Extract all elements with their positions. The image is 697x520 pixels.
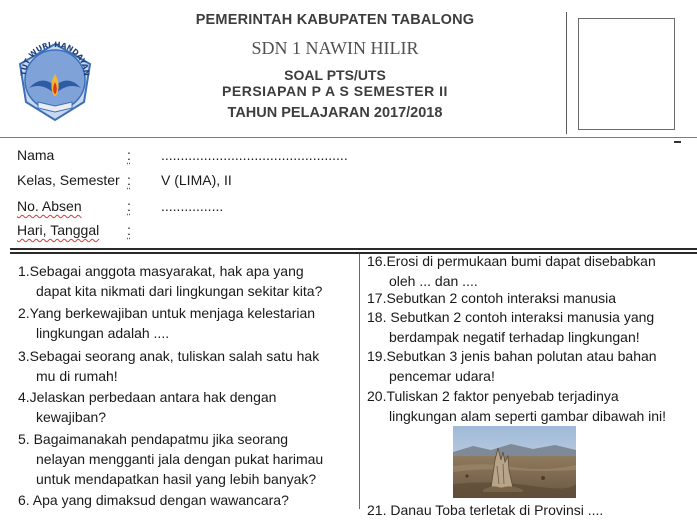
header-government: PEMERINTAH KABUPATEN TABALONG: [195, 12, 475, 28]
header-bottom-rule: [0, 137, 697, 138]
question-19: 19.Sebutkan 3 jenis bahan polutan atau bahan pencemar udara!: [367, 348, 657, 384]
header-school-year: TAHUN PELAJARAN 2017/2018: [227, 105, 443, 121]
dead-tree-stump-landscape-icon: [453, 426, 576, 498]
photo-box: [578, 18, 675, 130]
header-divider: [566, 12, 567, 134]
field-colon: :: [127, 147, 131, 163]
question-17: 17.Sebutkan 2 contoh interaksi manusia: [367, 290, 617, 306]
question-21: 21. Danau Toba terletak di Provinsi ....: [367, 502, 604, 518]
column-divider: [359, 254, 360, 509]
question-2: 2.Yang berkewajiban untuk menjaga kelestarian lingkungan adalah ....: [18, 305, 316, 341]
double-rule-top: [10, 248, 697, 250]
question-1: 1.Sebagai anggota masyarakat, hak apa yang dapat kita nikmati dari lingkungan sekitar kita?: [18, 263, 323, 299]
logo-motto: TUT WURI HANDAYAN: [18, 40, 92, 77]
field-label-absence-number: No. Absen: [17, 198, 82, 214]
question-20: 20.Tuliskan 2 faktor penyebab terjadinya lingkungan alam seperti gambar dibawah ini!: [367, 388, 667, 424]
question-6: 6. Apa yang dimaksud dengan wawancara?: [18, 492, 289, 508]
question-4: 4.Jelaskan perbedaan antara hak dengan kewajiban?: [18, 389, 277, 425]
field-value-class[interactable]: V (LIMA), II: [161, 172, 232, 188]
question-18: 18. Sebutkan 2 contoh interaksi manusia yang berdampak negatif terhadap lingkungan!: [367, 309, 655, 345]
tut-wuri-handayani-logo-icon: [14, 40, 96, 124]
question-16: 16.Erosi di permukaan bumi dapat disebabkan oleh ... dan ....: [367, 253, 656, 289]
field-colon: :: [127, 172, 131, 188]
field-label-date: Hari, Tanggal: [17, 222, 100, 238]
header-exam-subtitle: PERSIAPAN P A S SEMESTER II: [222, 83, 448, 99]
header-school-name: SDN 1 NAWIN HILIR: [251, 38, 419, 58]
header-exam-type: SOAL PTS/UTS: [284, 67, 386, 83]
field-colon: :: [127, 198, 131, 214]
question-3: 3.Sebagai seorang anak, tuliskan salah satu hak mu di rumah!: [18, 348, 320, 384]
field-label-name: Nama: [17, 147, 55, 163]
field-label-class: Kelas, Semester: [17, 172, 120, 188]
field-colon: :: [127, 222, 131, 238]
field-value-absence-number[interactable]: ................: [161, 198, 224, 214]
field-value-name[interactable]: ................................................: [161, 147, 348, 163]
question-5: 5. Bagaimanakah pendapatmu jika seorang nelayan mengganti jala dengan pukat harimau untuk mendapatkan hasil yang lebih banyak?: [18, 431, 324, 487]
dash-mark: [674, 141, 681, 143]
